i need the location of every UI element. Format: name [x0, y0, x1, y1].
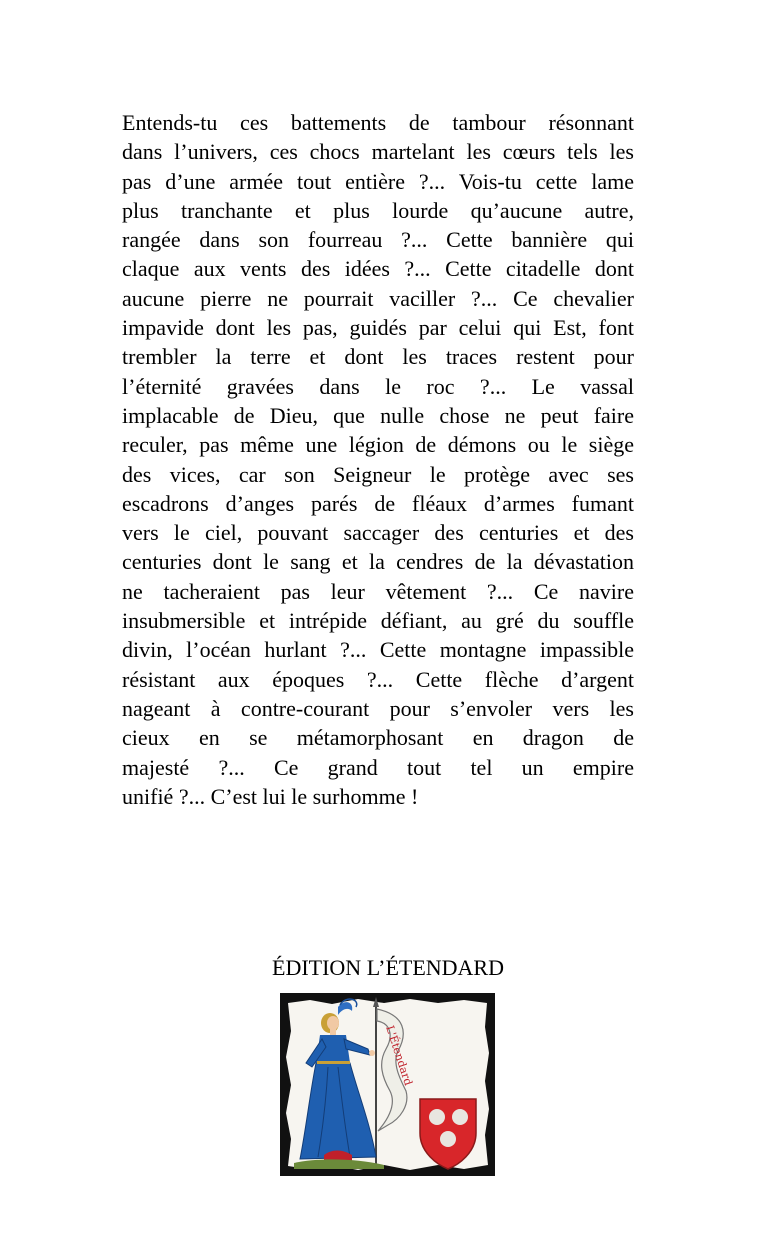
text-line: implacable de Dieu, que nulle chose ne peut faire	[122, 402, 634, 428]
publisher-logo	[280, 993, 495, 1176]
text-line: reculer, pas même une légion de démons ou le siège	[122, 432, 634, 458]
text-line: plus tranchante et plus lourde qu’aucune autre,	[122, 197, 634, 223]
text-line: claque aux vents des idées ?... Cette citadelle dont	[122, 256, 634, 282]
publisher-name: ÉDITION L’ÉTENDARD	[272, 955, 504, 980]
text-line: nageant à contre-courant pour s’envoler vers les	[122, 695, 634, 721]
text-line: rangée dans son fourreau ?... Cette bannière qui	[122, 227, 634, 253]
text-line: résistant aux époques ?... Cette flèche d’argent	[122, 666, 634, 692]
text-line: cieux en se métamorphosant en dragon de	[122, 725, 634, 751]
text-line: centuries dont le sang et la cendres de la dévastation	[122, 549, 634, 575]
body-text	[122, 108, 634, 811]
text-line: divin, l’océan hurlant ?... Cette montagne impassible	[122, 637, 634, 663]
text-line: ne tacheraient pas leur vêtement ?... Ce navire	[122, 578, 634, 604]
text-line: pas d’une armée tout entière ?... Vois-tu cette lame	[122, 168, 634, 194]
text-line: vers le ciel, pouvant saccager des centuries et des	[122, 520, 634, 546]
text-line: escadrons d’anges parés de fléaux d’armes fumant	[122, 490, 634, 516]
text-line: l’éternité gravées dans le roc ?... Le vassal	[122, 373, 634, 399]
text-line: insubmersible et intrépide défiant, au gré du souffle	[122, 608, 634, 634]
banner-text: L'Étendard	[383, 1023, 415, 1088]
text-line: dans l’univers, ces chocs martelant les cœurs tels les	[122, 139, 634, 165]
text-line: impavide dont les pas, guidés par celui qui Est, font	[122, 315, 634, 341]
text-line: trembler la terre et dont les traces restent pour	[122, 344, 634, 370]
text-line: Entends-tu ces battements de tambour résonnant	[122, 110, 634, 135]
text-line: unifié ?... C’est lui le surhomme !	[122, 783, 419, 809]
text-line: majesté ?... Ce grand tout tel un empire	[122, 754, 634, 780]
text-line: des vices, car son Seigneur le protège avec ses	[122, 461, 634, 487]
text-line: aucune pierre ne pourrait vaciller ?... Ce chevalier	[122, 285, 634, 311]
